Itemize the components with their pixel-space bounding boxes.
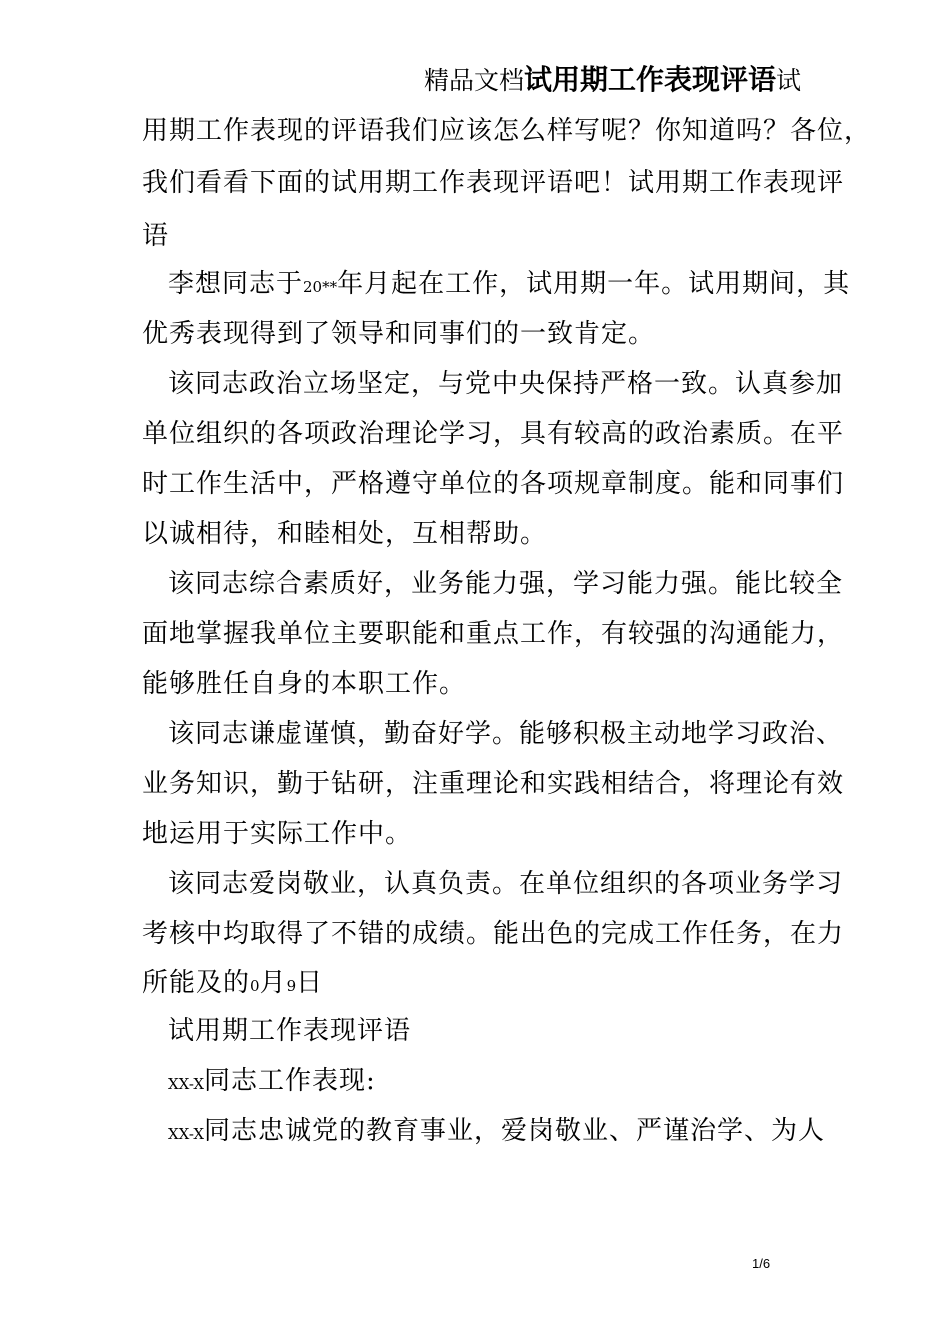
body-line: 考核中均取得了不错的成绩。能出色的完成工作任务，在力 [142, 919, 845, 949]
text-segment: 同志工作表现: [204, 1066, 376, 1096]
text-segment: XX-X [168, 1125, 205, 1143]
header-label: 精品文档 [424, 66, 525, 95]
text-segment: XX-X [168, 1075, 205, 1093]
body-line: 能够胜任自身的本职工作。 [142, 669, 467, 699]
text-segment: 日 [296, 968, 324, 998]
body-line [168, 1064, 376, 1101]
body-line: 我们看看下面的试用期工作表现评语吧！试用期工作表现评 [142, 168, 845, 198]
body-line: 该同志政治立场坚定，与党中央保持严格一致。认真参加 [168, 369, 844, 399]
body-line: 该同志爱岗敬业，认真负责。在单位组织的各项业务学习 [168, 869, 844, 899]
text-segment: 同志忠诚党的教育事业，爱岗敬业、严谨治学、为人 [204, 1116, 826, 1146]
body-line: 业务知识，勤于钻研，注重理论和实践相结合，将理论有效 [142, 769, 845, 799]
body-line: 语 [142, 221, 170, 251]
body-line: 该同志综合素质好，业务能力强，学习能力强。能比较全 [168, 569, 844, 599]
body-line: 地运用于实际工作中。 [142, 819, 413, 849]
body-line: 单位组织的各项政治理论学习，具有较高的政治素质。在平 [142, 419, 845, 449]
body-line: 时工作生活中，严格遵守单位的各项规章制度。能和同事们 [142, 469, 845, 499]
page-number: 1/6 [752, 1256, 771, 1271]
body-line: 该同志谦虚谨慎，勤奋好学。能够积极主动地学习政治、 [168, 719, 844, 749]
body-line: 用期工作表现的评语我们应该怎么样写呢？你知道吗？各位， [142, 116, 872, 146]
body-line [168, 1114, 825, 1151]
text-segment: 20** [303, 278, 338, 296]
body-line: 优秀表现得到了领导和同事们的一致肯定。 [142, 319, 656, 349]
text-segment: 9 [286, 977, 297, 995]
body-line [142, 966, 323, 1003]
text-segment: 所能及的 [142, 968, 251, 998]
header-tail: 试 [776, 66, 802, 95]
text-segment: 0 [250, 977, 260, 995]
body-line [168, 267, 850, 304]
section-heading: 试用期工作表现评语 [168, 1016, 412, 1046]
text-segment: 李想同志于 [168, 269, 304, 299]
text-segment: 年月起在工作，试用期一年。试用期间，其 [337, 269, 851, 299]
text-segment: 月 [259, 968, 287, 998]
body-line: 以诚相待，和睦相处，互相帮助。 [142, 519, 548, 549]
body-line: 面地掌握我单位主要职能和重点工作，有较强的沟通能力， [142, 619, 845, 649]
header-title: 试用期工作表现评语 [524, 63, 777, 96]
document-header [424, 62, 801, 99]
